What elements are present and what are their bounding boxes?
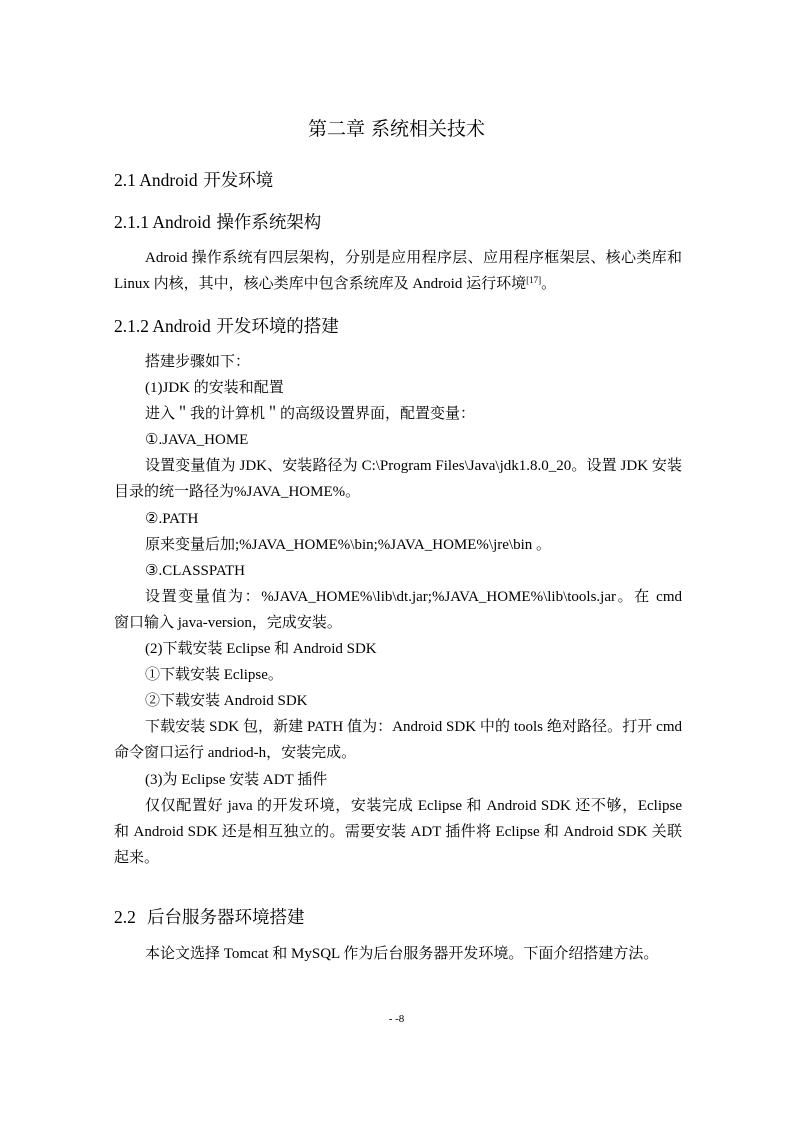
section-title: 操作系统架构 <box>210 213 322 233</box>
section-number: 2.1.2 Android <box>114 316 211 336</box>
section-title: 开发环境的搭建 <box>210 317 339 337</box>
step-line: ②下载安装 Android SDK <box>145 693 308 710</box>
step-line: ②.PATH <box>145 510 199 527</box>
step-line: ③.CLASSPATH <box>145 562 246 579</box>
section-heading-2-1-2 <box>114 314 684 339</box>
citation: [17] <box>526 275 542 286</box>
section-title: 后台服务器环境搭建 <box>135 908 305 928</box>
paragraph-end: 。 <box>541 276 557 293</box>
section-number: 2.2 <box>114 907 136 927</box>
chapter-title: 第二章 系统相关技术 <box>307 118 486 140</box>
step-line: (2)下载安装 Eclipse 和 Android SDK <box>145 641 377 658</box>
section-number: 2.1.1 Android <box>114 212 211 232</box>
paragraph-server <box>114 941 682 967</box>
paragraph-architecture <box>114 245 682 297</box>
step-line: (3)为 Eclipse 安装 ADT 插件 <box>145 771 328 788</box>
section-number: 2.1 Android <box>114 170 198 190</box>
step-line: 进入＂我的计算机＂的高级设置界面，配置变量： <box>145 406 476 423</box>
section-title: 开发环境 <box>197 171 274 191</box>
page-number: - -8 <box>388 1013 405 1025</box>
step-line: ①下载安装 Eclipse。 <box>145 667 283 684</box>
paragraph-text: 本论文选择 Tomcat 和 MySQL 作为后台服务器开发环境。下面介绍搭建方法。 <box>145 946 659 962</box>
paragraph-body: Adroid 操作系统有四层架构，分别是应用程序层、应用程序框架层、核心类库和 Linux 内核，其中，核心类库中包含系统库及 Android 运行环境 <box>114 250 682 293</box>
step-line: (1)JDK 的安装和配置 <box>145 380 284 397</box>
step-line: 设置变量值为：%JAVA_HOME%\lib\dt.jar;%JAVA_HOME%\lib\tools.jar。在 cmd 窗口输入 java-version，完成安装。 <box>114 588 682 631</box>
step-line: 仅仅配置好 java 的开发环境，安装完成 Eclipse 和 Android SDK 还不够，Eclipse 和 Android SDK 还是相互独立的。需要安装 ADT 插件将 Eclipse 和 Android SDK 关联起来。 <box>114 797 682 866</box>
step-line: 搭建步骤如下： <box>145 354 251 370</box>
step-line: 下载安装 SDK 包，新建 PATH 值为：Android SDK 中的 tools 绝对路径。打开 cmd 命令窗口运行 andriod-h，安装完成。 <box>114 719 682 762</box>
step-line: 原来变量后加;%JAVA_HOME%\bin;%JAVA_HOME%\jre\bin 。 <box>145 536 551 553</box>
step-line: 设置变量值为 JDK、安装路径为 C:\Program Files\Java\jdk1.8.0_20。设置 JDK 安装目录的统一路径为%JAVA_HOME%。 <box>114 458 682 501</box>
step-line: ①.JAVA_HOME <box>145 432 249 449</box>
paragraph-text <box>114 245 682 297</box>
section-heading-2-1 <box>114 168 684 193</box>
setup-steps <box>114 349 682 871</box>
section-heading-2-1-1 <box>114 210 684 235</box>
section-heading-2-2 <box>114 905 684 930</box>
